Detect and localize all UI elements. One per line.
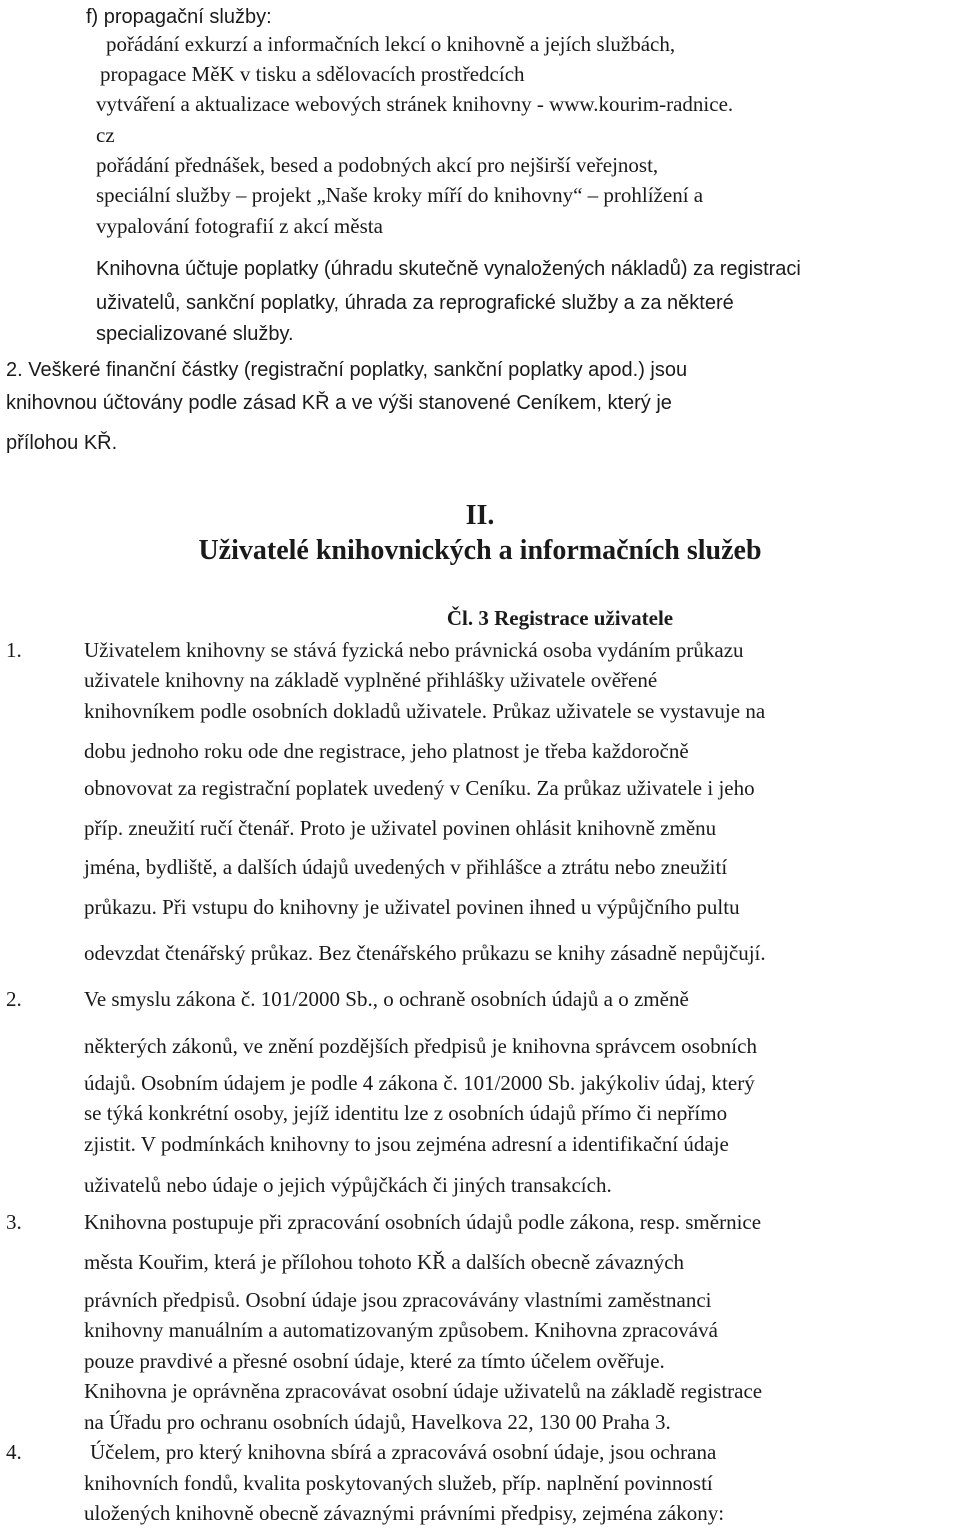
block-f-line: vytváření a aktualizace webových stránek knihovny - www.kourim-radnice. [96, 92, 734, 116]
article-heading: Čl. 3 Registrace uživatele [446, 606, 674, 630]
item2-line: Ve smyslu zákona č. 101/2000 Sb., o ochraně osobních údajů a o změně [84, 987, 689, 1011]
section-title: Uživatelé knihovnických a informačních služeb [198, 535, 762, 566]
item-number: 2. [6, 987, 22, 1011]
item3-line: města Kouřim, která je přílohou tohoto KŘ a dalších obecně závazných [84, 1250, 685, 1274]
item3-line: Knihovna postupuje při zpracování osobních údajů podle zákona, resp. směrnice [84, 1210, 762, 1234]
block-f-line: vypalování fotografií z akcí města [96, 214, 383, 238]
point2-line: knihovnou účtovány podle zásad KŘ a ve výši stanovené Ceníkem, který je [6, 392, 672, 414]
item3-line: Knihovna je oprávněna zpracovávat osobní údaje uživatelů na základě registrace [84, 1379, 763, 1403]
item1-line: příp. zneužití ručí čtenář. Proto je uživatel povinen ohlásit knihovně změnu [84, 816, 717, 840]
block-f-line: cz [96, 123, 115, 147]
item2-line: se týká konkrétní osoby, jejíž identitu lze z osobních údajů přímo či nepřímo [84, 1101, 728, 1125]
item1-line: dobu jednoho roku ode dne registrace, jeho platnost je třeba každoročně [84, 739, 689, 763]
item-number: 4. [6, 1440, 22, 1464]
fees-line: Knihovna účtuje poplatky (úhradu skutečně vynaložených nákladů) za registraci [96, 258, 801, 280]
item1-line: obnovovat za registrační poplatek uvedený v Ceníku. Za průkaz uživatele i jeho [84, 776, 755, 800]
block-f-line: pořádání exkurzí a informačních lekcí o knihovně a jejích službách, [106, 32, 676, 56]
item1-line: odevzdat čtenářský průkaz. Bez čtenářského průkazu se knihy zásadně nepůjčují. [84, 941, 766, 965]
item3-line: pouze pravdivé a přesné osobní údaje, které za tímto účelem ověřuje. [84, 1349, 665, 1373]
block-f-line: pořádání přednášek, besed a podobných akcí pro nejširší veřejnost, [96, 153, 659, 177]
item1-line: jména, bydliště, a dalších údajů uvedených v přihlášce a ztrátu nebo zneužití [84, 855, 728, 879]
item4-line: uložených knihovně obecně závaznými právními předpisy, zejména zákony: [84, 1501, 725, 1525]
section-roman-numeral: II. [465, 500, 495, 531]
fees-line: uživatelů, sankční poplatky, úhrada za reprografické služby a za některé [96, 292, 734, 314]
fees-line: specializované služby. [96, 323, 294, 345]
block-f-heading: f) propagační služby: [86, 6, 272, 28]
item1-line: uživatele knihovny na základě vyplněné přihlášky uživatele ověřené [84, 668, 658, 692]
item4-line: knihovních fondů, kvalita poskytovaných služeb, příp. naplnění povinností [84, 1471, 713, 1495]
point2-line: přílohou KŘ. [6, 432, 118, 454]
item1-line: knihovníkem podle osobních dokladů uživatele. Průkaz uživatele se vystavuje na [84, 699, 766, 723]
item2-line: některých zákonů, ve znění pozdějších předpisů je knihovna správcem osobních [84, 1034, 757, 1058]
point2-line: 2. Veškeré finanční částky (registrační poplatky, sankční poplatky apod.) jsou [6, 359, 688, 381]
item2-line: uživatelů nebo údaje o jejich výpůjčkách či jiných transakcích. [84, 1173, 612, 1197]
item2-line: údajů. Osobním údajem je podle 4 zákona č. 101/2000 Sb. jakýkoliv údaj, který [84, 1071, 755, 1095]
item4-line: Účelem, pro který knihovna sbírá a zpracovává osobní údaje, jsou ochrana [90, 1440, 717, 1464]
item3-line: knihovny manuálním a automatizovaným způsobem. Knihovna zpracovává [84, 1318, 718, 1342]
item1-line: průkazu. Při vstupu do knihovny je uživatel povinen ihned u výpůjčního pultu [84, 895, 740, 919]
block-f-line: speciální služby – projekt „Naše kroky míří do knihovny“ – prohlížení a [96, 183, 704, 207]
item3-line: na Úřadu pro ochranu osobních údajů, Havelkova 22, 130 00 Praha 3. [84, 1410, 671, 1434]
item2-line: zjistit. V podmínkách knihovny to jsou zejména adresní a identifikační údaje [84, 1132, 729, 1156]
item-number: 3. [6, 1210, 22, 1234]
item-number: 1. [6, 638, 22, 662]
item3-line: právních předpisů. Osobní údaje jsou zpracovávány vlastními zaměstnanci [84, 1288, 712, 1312]
block-f-line: propagace MěK v tisku a sdělovacích prostředcích [100, 62, 525, 86]
item1-line: Uživatelem knihovny se stává fyzická nebo právnická osoba vydáním průkazu [84, 638, 744, 662]
